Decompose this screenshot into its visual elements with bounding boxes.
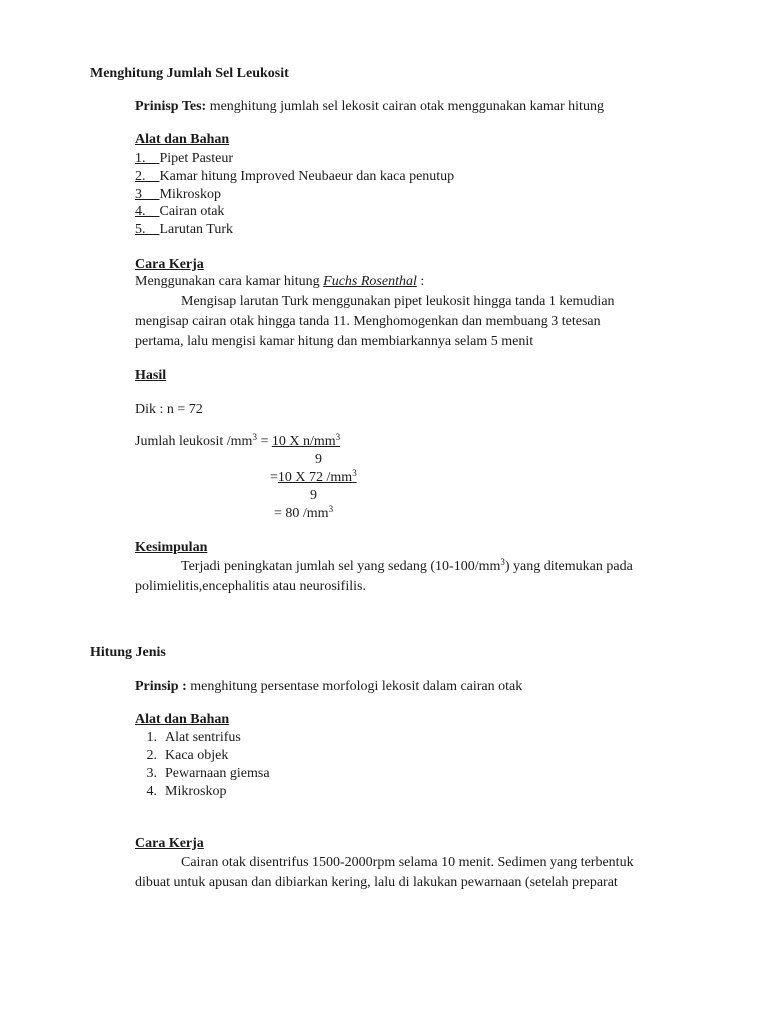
conclusion-heading: Kesimpulan xyxy=(135,540,208,555)
principle xyxy=(135,98,604,116)
calc-result xyxy=(274,505,333,523)
method-heading: Cara Kerja xyxy=(135,257,204,272)
list-text: Pewarnaan giemsa xyxy=(165,766,270,781)
conclusion-text: Terjadi peningkatan jumlah sel yang sedang (10-100/mm xyxy=(181,559,501,574)
calc-denominator: 9 xyxy=(310,488,317,503)
result-heading: Hasil xyxy=(135,368,167,383)
list-text: Kaca objek xyxy=(165,748,229,763)
list-number: 1. xyxy=(146,730,157,745)
calc-equals: = xyxy=(270,470,278,485)
list-text: Mikroskop xyxy=(165,784,227,799)
list-text: Kamar hitung Improved Neubaeur dan kaca penutup xyxy=(159,169,455,184)
calc-equals: = xyxy=(256,434,272,449)
list-item xyxy=(135,747,228,765)
list-number: 3 xyxy=(135,187,142,202)
principle-text: menghitung persentase morfologi lekosit dalam cairan otak xyxy=(186,679,523,694)
list-number: 2. xyxy=(135,169,146,184)
list-item xyxy=(135,783,226,801)
conclusion-text: ) yang ditemukan pada xyxy=(504,559,633,574)
calc-denominator: 9 xyxy=(315,452,322,467)
list-item xyxy=(135,186,221,204)
principle xyxy=(135,678,522,696)
list-item xyxy=(135,729,241,747)
list-text: Alat sentrifus xyxy=(165,730,241,745)
method-heading: Cara Kerja xyxy=(135,836,204,851)
list-number: 4. xyxy=(135,204,146,219)
list-number: 4. xyxy=(146,784,157,799)
principle-text: menghitung jumlah sel lekosit cairan otak menggunakan kamar hitung xyxy=(206,99,604,114)
principle-label: Prinsip : xyxy=(135,679,187,694)
list-item xyxy=(135,150,233,168)
list-item xyxy=(135,221,233,239)
method-line: pertama, lalu mengisi kamar hitung dan membiarkannya selam 5 menit xyxy=(135,334,534,349)
section-title: Menghitung Jumlah Sel Leukosit xyxy=(90,66,289,81)
list-number: 5. xyxy=(135,222,146,237)
section-title: Hitung Jenis xyxy=(90,645,166,660)
calc-numerator: 10 X n/mm xyxy=(271,434,336,449)
superscript: 3 xyxy=(328,504,334,514)
list-item xyxy=(135,168,454,186)
calc-lhs: Jumlah leukosit /mm xyxy=(135,434,253,449)
calc-line-1 xyxy=(135,433,340,451)
conclusion-line xyxy=(181,558,633,576)
superscript: 3 xyxy=(335,432,341,442)
list-item xyxy=(135,203,224,221)
method-intro-end: : xyxy=(416,274,425,289)
superscript: 3 xyxy=(252,432,257,442)
calc-numerator: 10 X 72 /mm xyxy=(277,470,353,485)
superscript: 3 xyxy=(352,468,357,478)
list-text: Cairan otak xyxy=(159,204,225,219)
method-name: Fuchs Rosenthal xyxy=(323,274,417,289)
conclusion-line: polimielitis,encephalitis atau neurosifilis. xyxy=(135,579,366,594)
list-number: 3. xyxy=(146,766,157,781)
list-text: Larutan Turk xyxy=(159,222,233,237)
calc-line-2 xyxy=(270,469,357,487)
method-line: Cairan otak disentrifus 1500-2000rpm selama 10 menit. Sedimen yang terbentuk xyxy=(181,855,634,870)
known-value: Dik : n = 72 xyxy=(135,402,203,417)
list-number: 1. xyxy=(135,151,146,166)
superscript: 3 xyxy=(500,557,505,567)
list-text: Pipet Pasteur xyxy=(159,151,233,166)
tools-heading: Alat dan Bahan xyxy=(135,712,230,727)
method-line: Mengisap larutan Turk menggunakan pipet leukosit hingga tanda 1 kemudian xyxy=(181,294,615,309)
list-item xyxy=(135,765,270,783)
principle-label: Prinisp Tes: xyxy=(135,99,207,114)
method-intro xyxy=(135,273,424,291)
list-number: 2. xyxy=(146,748,157,763)
method-intro-text: Menggunakan cara kamar hitung xyxy=(135,274,324,289)
method-line: mengisap cairan otak hingga tanda 11. Menghomogenkan dan membuang 3 tetesan xyxy=(135,314,601,329)
list-text: Mikroskop xyxy=(159,187,221,202)
method-line: dibuat untuk apusan dan dibiarkan kering, lalu di lakukan pewarnaan (setelah preparat xyxy=(135,875,618,890)
tools-heading: Alat dan Bahan xyxy=(135,132,230,147)
calc-result-text: = 80 /mm xyxy=(274,506,329,521)
